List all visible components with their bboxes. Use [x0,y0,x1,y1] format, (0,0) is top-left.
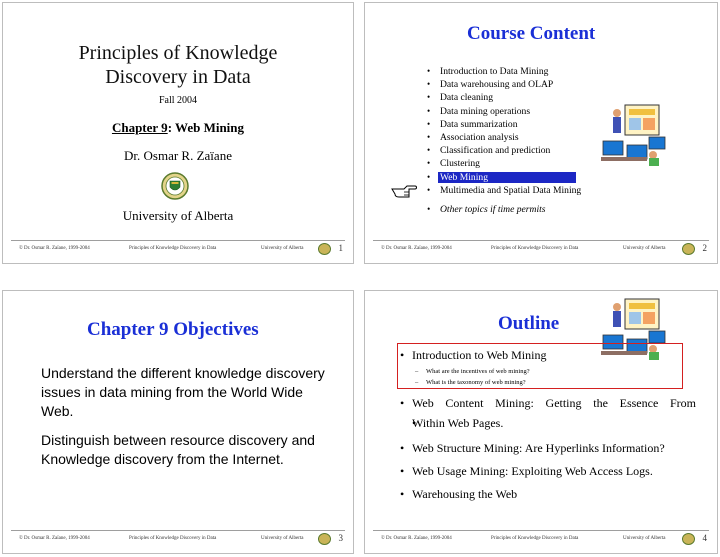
outline-item: • Warehousing the Web [400,485,517,504]
footer-course: Principles of Knowledge Discovery in Data [129,536,217,541]
term: Fall 2004 [158,95,198,106]
outline-subitem: – What are the incentives of web mining? [415,368,530,375]
outline-item: • Web Content Mining: Getting the Essence From [400,394,696,413]
presentation-title [3,41,353,89]
footer-course: Principles of Knowledge Discovery in Data [491,246,579,251]
chapter-label: Chapter 9 [111,120,168,135]
list-item-highlighted: • Web Mining [422,171,581,184]
objective-paragraph-2 [41,431,315,469]
footer-seal-icon [682,533,695,545]
footer-university: University of Alberta [623,536,666,541]
footer-seal-icon [318,533,331,545]
text-line: Knowledge discovery from the Internet. [41,451,284,467]
computer-lab-clipart-icon [601,101,667,167]
outline-subitem: – What is the taxonomy of web mining? [415,379,526,386]
list-item: • Data mining operations [422,105,581,118]
text-line: Understand the different knowledge discovery [41,365,325,381]
page-number: 3 [338,533,343,543]
course-topic-list [422,65,581,216]
page-number: 2 [702,243,707,253]
text-line: Distinguish between resource discovery and [41,432,315,448]
list-item: • Multimedia and Spatial Data Mining [422,184,581,197]
list-item: • Data cleaning [422,91,581,104]
footer-copyright: © Dr. Osmar R. Zaïane, 1999-2004 [381,246,452,251]
title-line-1: Principles of Knowledge [78,42,278,64]
list-item: • Data warehousing and OLAP [422,78,581,91]
author: Dr. Osmar R. Zaïane [124,148,232,163]
outline-item: • Introduction to Web Mining [400,346,546,365]
outline-item-continuation: • Within Web Pages. [412,414,503,433]
slide-footer [11,530,345,545]
slide-2 [364,2,718,264]
footer-seal-icon [318,243,331,255]
list-item: • Clustering [422,157,581,170]
footer-university: University of Alberta [261,246,304,251]
slide-4 [364,290,718,554]
university-seal-icon [161,172,189,200]
list-item: • Association analysis [422,131,581,144]
footer-copyright: © Dr. Osmar R. Zaïane, 1999-2004 [19,246,90,251]
text-line: issues in data mining from the World Wide [41,384,303,400]
slide-footer [373,240,709,255]
chapter-heading [3,120,353,136]
list-item: • Introduction to Data Mining [422,65,581,78]
footer-seal-icon [682,243,695,255]
outline-item: • Web Usage Mining: Exploiting Web Access Logs. [400,462,653,481]
list-item-other: • Other topics if time permits [422,203,581,216]
outline-item: • Web Structure Mining: Are Hyperlinks Information? [400,439,665,458]
page-number: 4 [702,533,707,543]
slide-1 [2,2,354,264]
footer-university: University of Alberta [623,246,666,251]
footer-course: Principles of Knowledge Discovery in Data [129,246,217,251]
slide-title: Outline [498,313,560,334]
page-number: 1 [338,243,343,253]
slide-title: Chapter 9 Objectives [87,319,259,340]
slide-title: Course Content [467,23,596,44]
chapter-topic: : Web Mining [167,120,245,135]
university: University of Alberta [122,208,234,223]
objective-paragraph-1 [41,364,325,421]
footer-copyright: © Dr. Osmar R. Zaïane, 1999-2004 [381,536,452,541]
title-line-2: Discovery in Data [105,66,251,88]
footer-university: University of Alberta [261,536,304,541]
footer-copyright: © Dr. Osmar R. Zaïane, 1999-2004 [19,536,90,541]
pointing-hand-icon [391,183,417,199]
footer-course: Principles of Knowledge Discovery in Data [491,536,579,541]
slide-footer [11,240,345,255]
slide-3 [2,290,354,554]
text-line: Web. [41,403,74,419]
list-item: • Data summarization [422,118,581,131]
list-item: • Classification and prediction [422,144,581,157]
slide-footer [373,530,709,545]
